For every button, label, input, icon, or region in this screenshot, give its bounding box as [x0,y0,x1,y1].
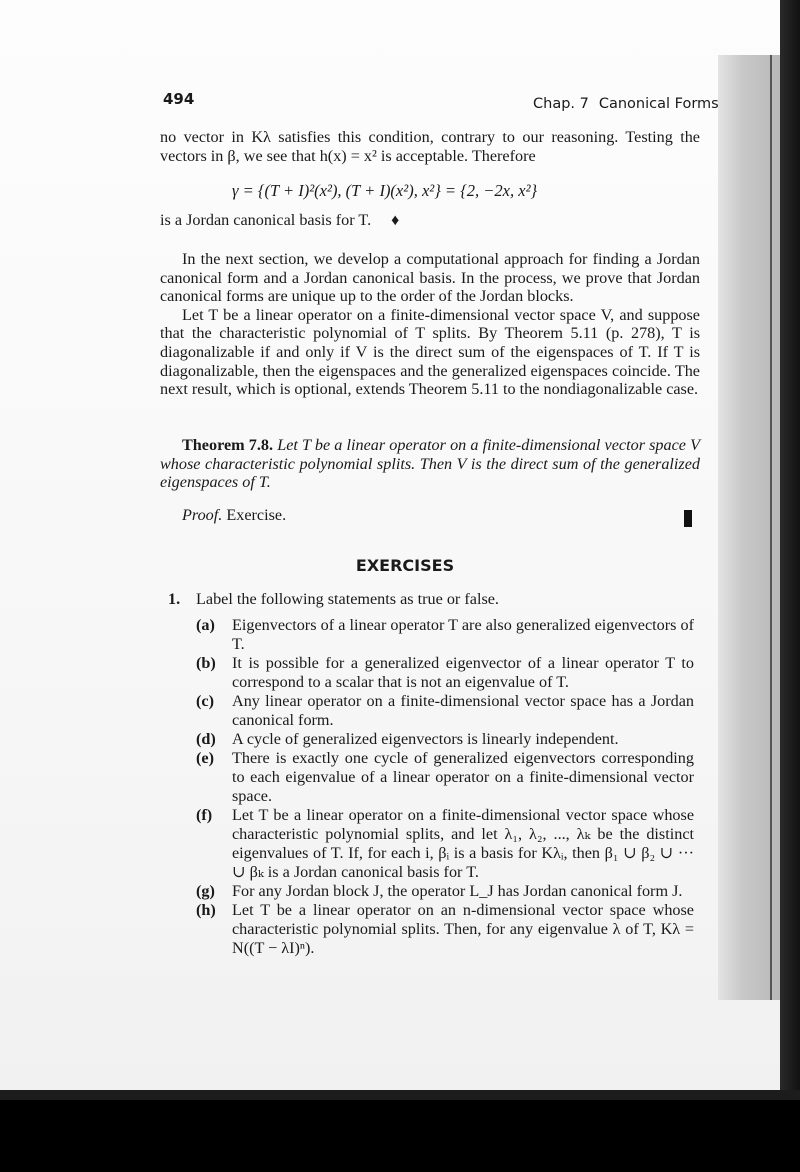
item-label: (a) [196,616,215,634]
item-text: There is exactly one cycle of generalized eigenvectors corresponding to each eigenvalue of a linear operator on a finite-dimensional vector space. [232,749,694,805]
paragraph-conclusion [160,211,700,231]
exercises-heading: EXERCISES [355,556,455,575]
exercise-prompt: Label the following statements as true or false. [196,590,499,608]
exercise-item [196,882,694,901]
item-label: (f) [196,806,213,824]
item-label: (d) [196,730,216,748]
item-label: (h) [196,901,216,919]
exercise-item [196,749,694,806]
exercise-number: 1. [168,590,181,608]
end-of-example-icon: ♦ [391,212,400,229]
item-text: Eigenvectors of a linear operator T are also generalized eigenvectors of T. [232,616,694,653]
item-label: (g) [196,882,215,900]
theorem-label: Theorem 7.8. [182,436,274,454]
chapter-number: Chap. 7 [533,96,589,112]
exercise-item [196,901,694,958]
exercise-item [196,730,694,749]
paragraph-continuation: no vector in Kλ satisfies this condition, contrary to our reasoning. Testing the vectors in β, we see that h(x) = x² is acceptable. Therefore [160,128,700,165]
chapter-title: Canonical Forms [598,96,719,112]
conclusion-text: is a Jordan canonical basis for T. [160,211,372,229]
proof-label: Proof. [182,506,223,524]
exercise-item [196,616,694,654]
exercise-1 [168,590,499,609]
item-text: A cycle of generalized eigenvectors is linearly independent. [232,730,619,748]
page-number: 494 [163,90,195,108]
theorem-statement: Let T be a linear operator on a finite-dimensional vector space V whose characteristic polynomial splits. Then V is the direct sum of the generalized eigenspaces of T. [160,436,701,492]
exercise-item [196,692,694,730]
item-label: (c) [196,692,214,710]
item-label: (b) [196,654,216,672]
running-head [533,96,719,112]
exercise-item [196,806,694,882]
paragraph-body [160,250,700,399]
exercise-item [196,654,694,692]
proof-text: Exercise. [226,506,287,524]
scanner-edge [780,0,800,1100]
exercise-items [196,616,694,958]
proof-block [182,506,286,525]
item-text: For any Jordan block J, the operator L_J has Jordan canonical form J. [232,882,683,900]
item-text: Any linear operator on a finite-dimensional vector space has a Jordan canonical form. [232,692,694,729]
item-text: Let T be a linear operator on an n-dimensional vector space whose characteristic polynomial splits. Then, for any eigenvalue λ of T, Kλ = N((T − λI)ⁿ). [232,901,694,957]
item-label: (e) [196,749,214,767]
scanner-bottom-edge [0,1090,800,1100]
paragraph-diagonalizable: Let T be a linear operator on a finite-dimensional vector space V, and suppose that the characteristic polynomial of T splits. By Theorem 5.11 (p. 278), T is diagonalizable if and only if V is the direct sum of the eigenspaces of T. If T is diagonalizable, then the eigenspaces and the generalized eigenspaces coincide. The next result, which is optional, extends Theorem 5.11 to the nondiagonalizable case. [160,305,700,399]
qed-box-icon [684,510,692,527]
item-text: It is possible for a generalized eigenvector of a linear operator T to correspond to a scalar that is not an eigenvalue of T. [232,654,694,691]
display-equation: γ = {(T + I)²(x²), (T + I)(x²), x²} = {2, −2x, x²} [232,181,538,200]
paragraph-next-section: In the next section, we develop a computational approach for finding a Jordan canonical form and a Jordan canonical basis. In the process, we prove that Jordan canonical forms are unique up to the order of the Jordan blocks. [160,250,700,306]
scan-edge-line [770,55,772,1000]
item-text: Let T be a linear operator on a finite-dimensional vector space whose characteristic polynomial splits, and let λ₁, λ₂, ..., λₖ be the distinct eigenvalues of T. If, for each i, βᵢ is a basis for Kλᵢ, then β₁ ∪ β₂ ∪ ··· ∪ βₖ is a Jordan canonical basis for T. [232,806,694,881]
theorem-block [160,436,700,492]
